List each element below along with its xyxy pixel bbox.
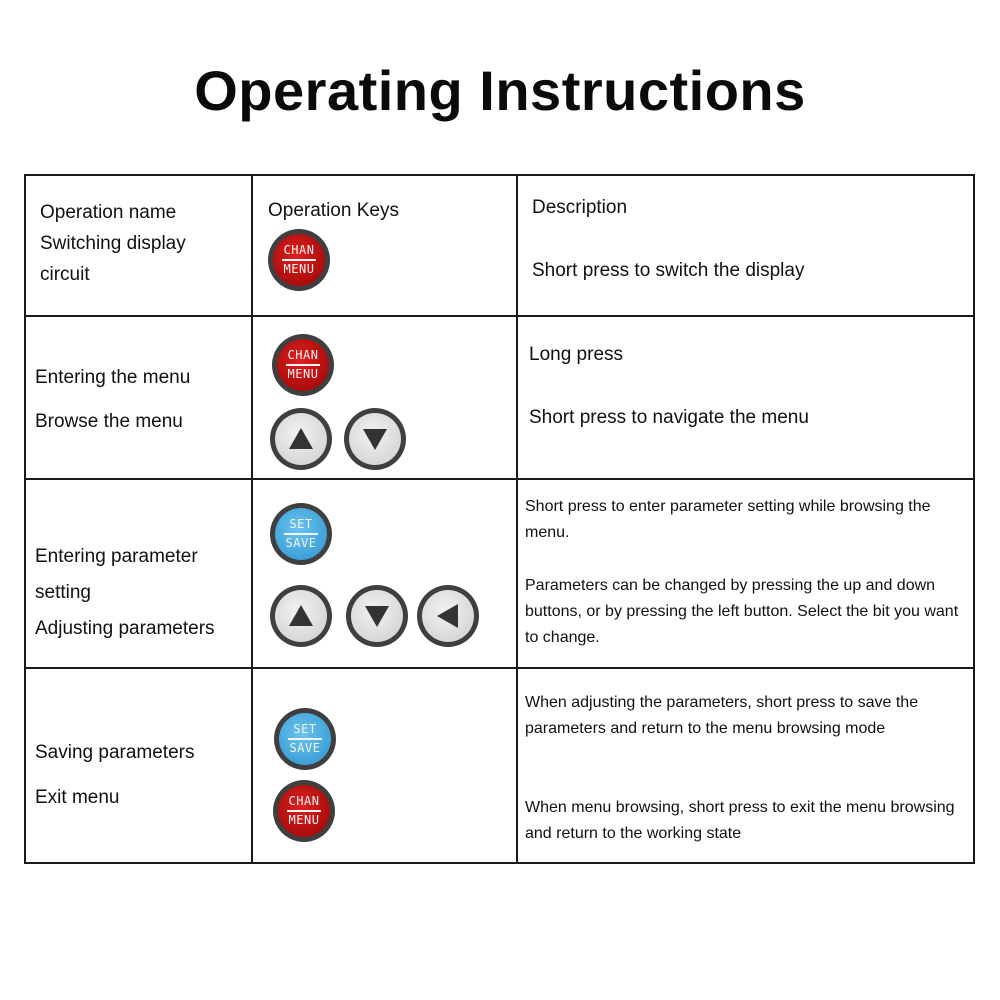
row-divider [26,667,973,669]
row2-change-parameter-desc: Parameters can be changed by pressing the up and down buttons, or by pressing the left button. Select the bit you want to change. [525,577,959,646]
menu-label: MENU [287,366,319,381]
row1-entering-menu: Entering the menu [35,367,191,388]
chan-label: CHAN [288,794,320,809]
triangle-down-icon [362,601,392,631]
chan-menu-button[interactable] [268,229,330,291]
save-label: SAVE [285,535,317,550]
instructions-table [24,174,975,864]
left-button[interactable] [417,585,479,647]
row1-long-press: Long press [529,344,624,365]
triangle-down-icon [360,424,390,454]
row3-exit-desc: When menu browsing, short press to exit the menu browsing and return to the working state [525,799,955,842]
menu-label: MENU [283,261,315,276]
down-button[interactable] [346,585,408,647]
set-label: SET [293,722,317,737]
chan-label: CHAN [287,348,319,363]
header-description: Description [532,197,628,218]
row1-navigate-desc: Short press to navigate the menu [529,407,809,428]
column-divider [251,176,253,862]
row2-setting: setting [35,582,91,603]
triangle-up-icon [286,601,316,631]
header-operation-keys: Operation Keys [268,200,399,221]
up-button[interactable] [270,585,332,647]
header-switch-display-desc: Short press to switch the display [532,260,805,281]
chan-menu-button[interactable] [272,334,334,396]
header-switching-display: Switching display [40,233,186,254]
set-save-button[interactable] [274,708,336,770]
row2-adjusting-parameters: Adjusting parameters [35,618,215,639]
triangle-left-icon [433,601,463,631]
row3-save-desc: When adjusting the parameters, short press to save the parameters and return to the menu browsing mode [525,694,919,737]
row3-saving-parameters: Saving parameters [35,742,195,763]
down-button[interactable] [344,408,406,470]
set-save-button[interactable] [270,503,332,565]
menu-label: MENU [288,812,320,827]
chan-menu-button[interactable] [273,780,335,842]
column-divider [516,176,518,862]
page-title: Operating Instructions [194,59,806,122]
chan-label: CHAN [283,243,315,258]
row-divider [26,478,973,480]
row2-entering-parameter: Entering parameter [35,546,198,567]
triangle-up-icon [286,424,316,454]
row1-browse-menu: Browse the menu [35,411,183,432]
row-divider [26,315,973,317]
set-label: SET [289,517,313,532]
row3-exit-menu: Exit menu [35,787,120,808]
header-circuit: circuit [40,264,90,285]
save-label: SAVE [289,740,321,755]
header-operation-name: Operation name [40,202,177,223]
row2-enter-setting-desc: Short press to enter parameter setting while browsing the menu. [525,498,931,541]
up-button[interactable] [270,408,332,470]
